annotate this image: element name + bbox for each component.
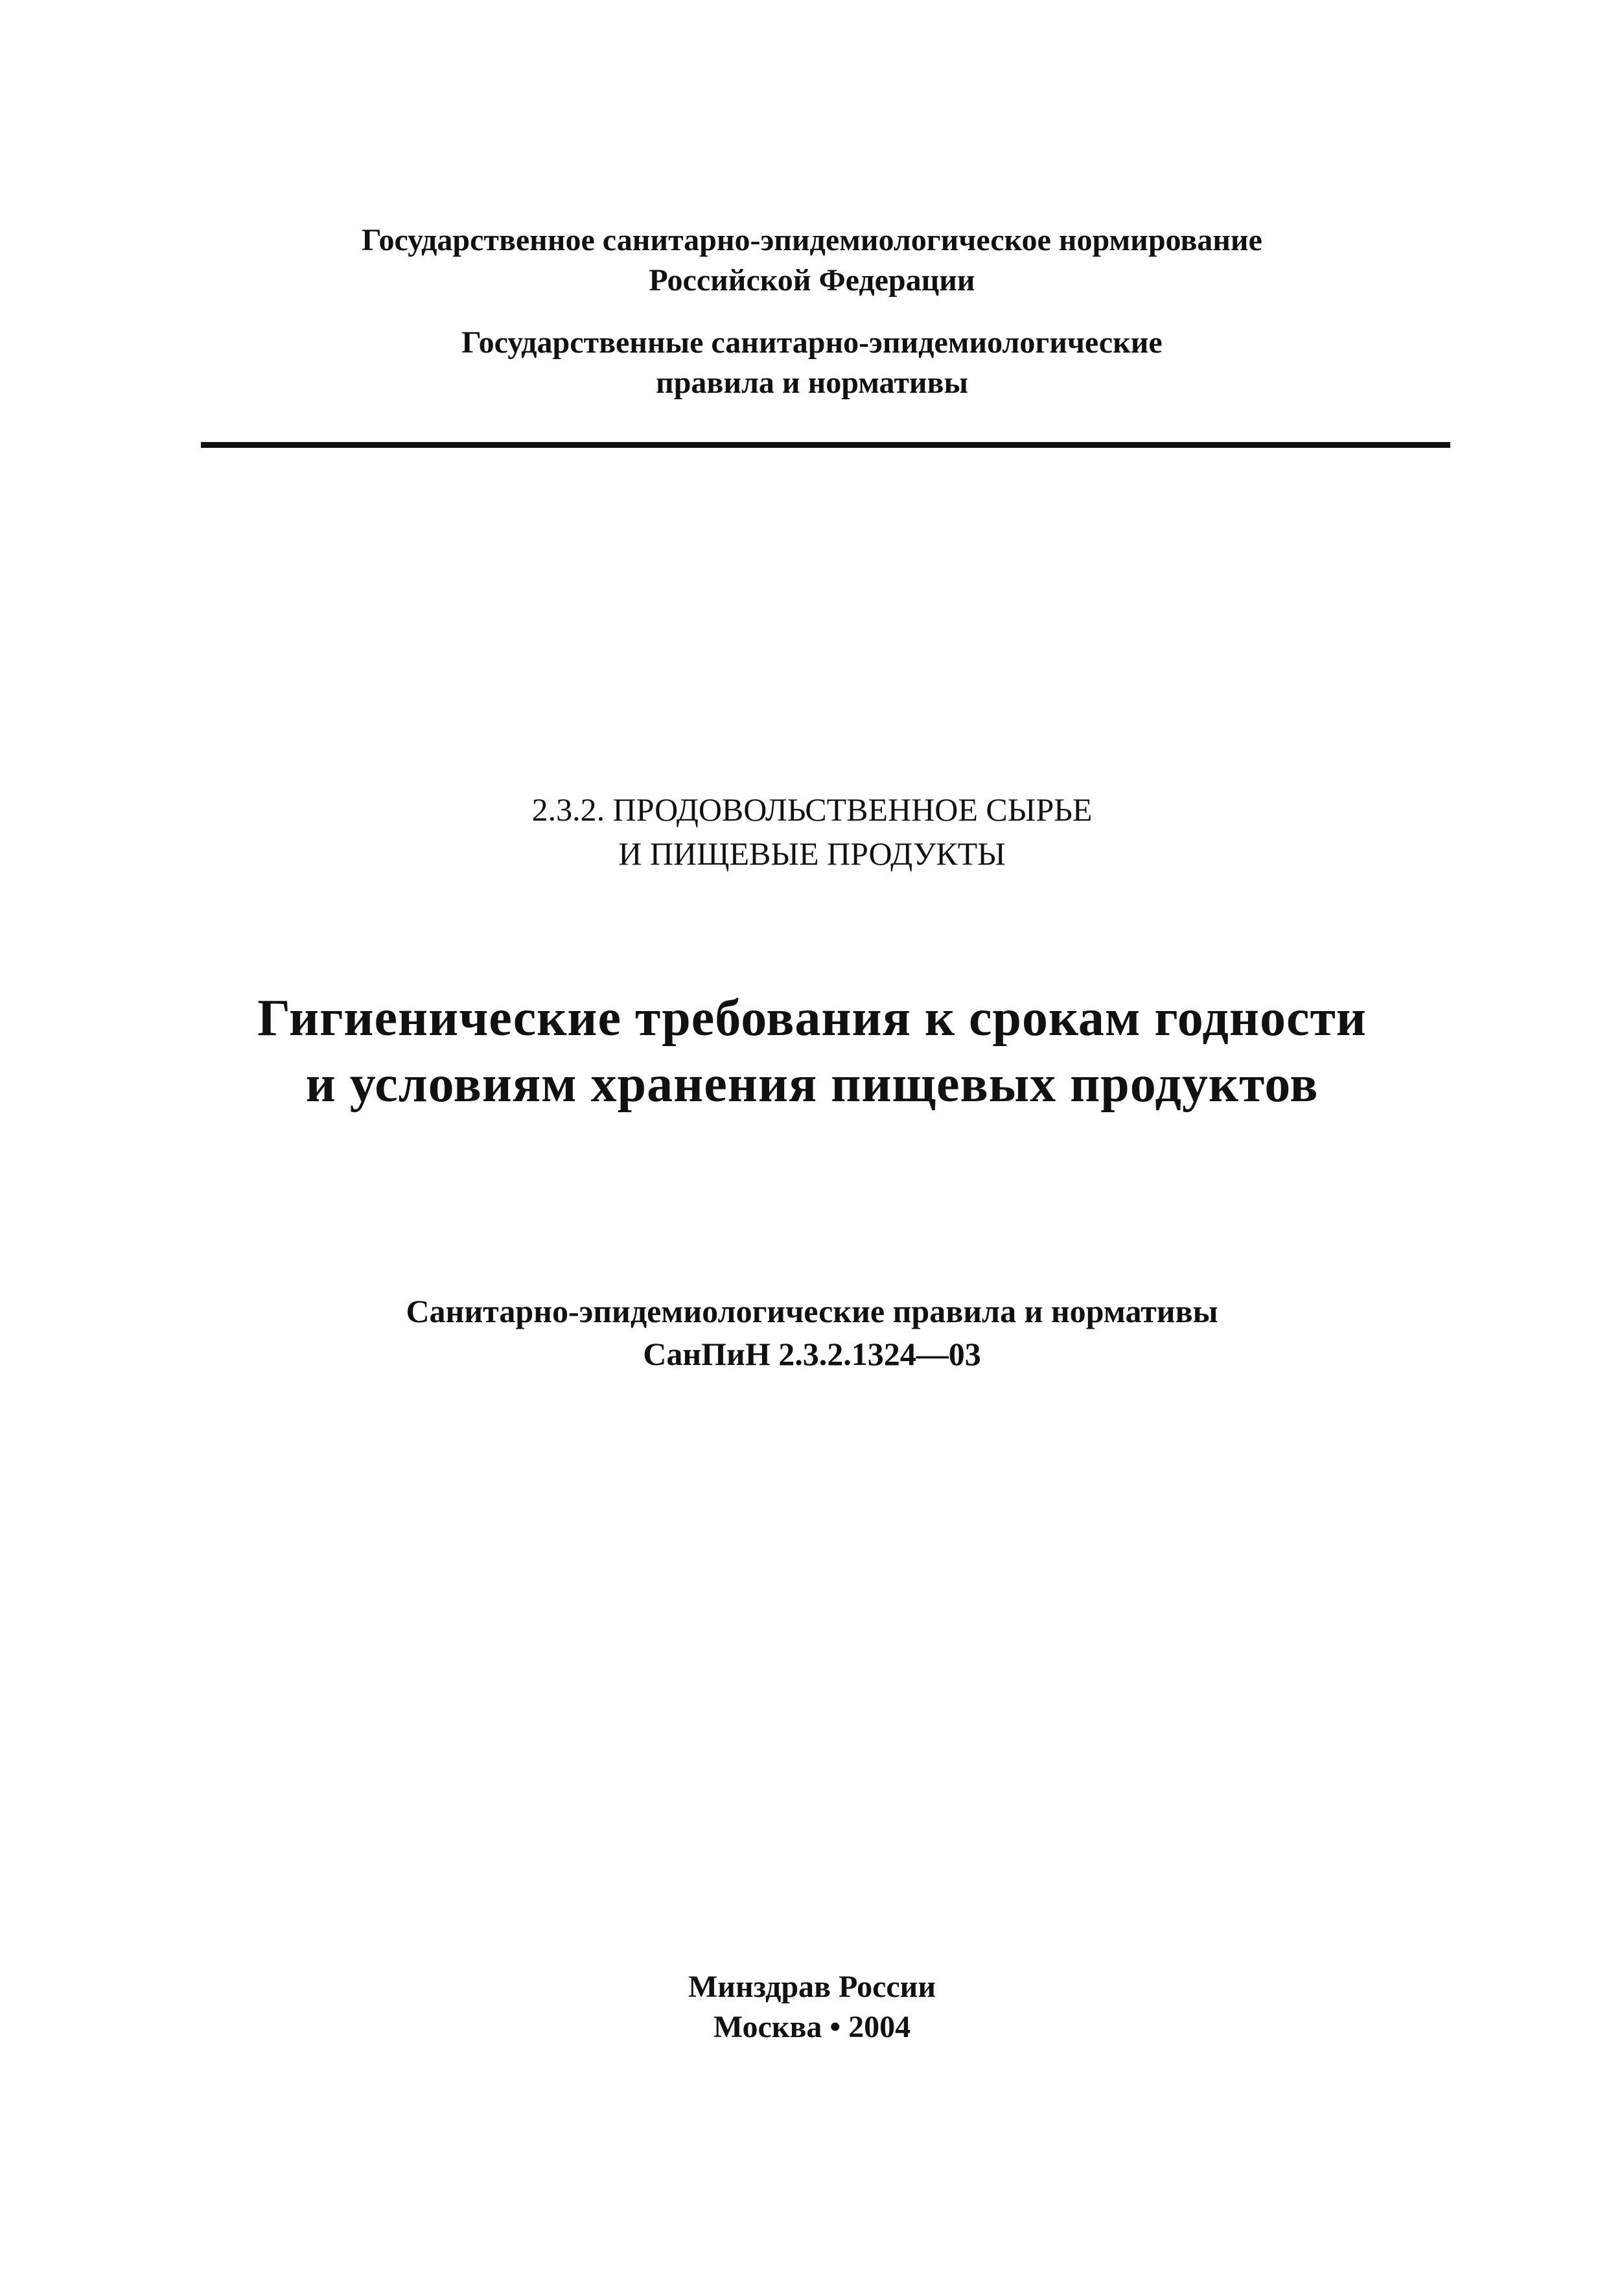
section-line-1: 2.3.2. ПРОДОВОЛЬСТВЕННОЕ СЫРЬЕ bbox=[531, 791, 1093, 828]
authority-line-2: Российской Федерации bbox=[649, 263, 975, 297]
publisher-block bbox=[0, 1967, 1624, 2047]
publisher-org: Минздрав России bbox=[688, 1970, 936, 2004]
doc-type-line: Санитарно-эпидемиологические правила и нормативы bbox=[406, 1293, 1218, 1329]
rules-line-1: Государственные санитарно-эпидемиологические bbox=[461, 325, 1163, 360]
authority-line-1: Государственное санитарно-эпидемиологическое нормирование bbox=[362, 223, 1262, 257]
header-authority bbox=[0, 220, 1624, 301]
publisher-city-year: Москва • 2004 bbox=[713, 2010, 911, 2044]
section-heading bbox=[0, 787, 1624, 876]
title-line-2: и условиям хранения пищевых продуктов bbox=[305, 1056, 1319, 1113]
doc-designation: СанПиН 2.3.2.1324—03 bbox=[643, 1336, 981, 1372]
section-line-2: И ПИЩЕВЫЕ ПРОДУКТЫ bbox=[618, 835, 1006, 872]
header-rules bbox=[0, 323, 1624, 403]
document-type bbox=[0, 1290, 1624, 1375]
document-title bbox=[0, 985, 1624, 1117]
title-line-1: Гигиенические требования к срокам годности bbox=[257, 990, 1367, 1047]
header-divider bbox=[201, 442, 1450, 448]
rules-line-2: правила и нормативы bbox=[656, 366, 968, 400]
